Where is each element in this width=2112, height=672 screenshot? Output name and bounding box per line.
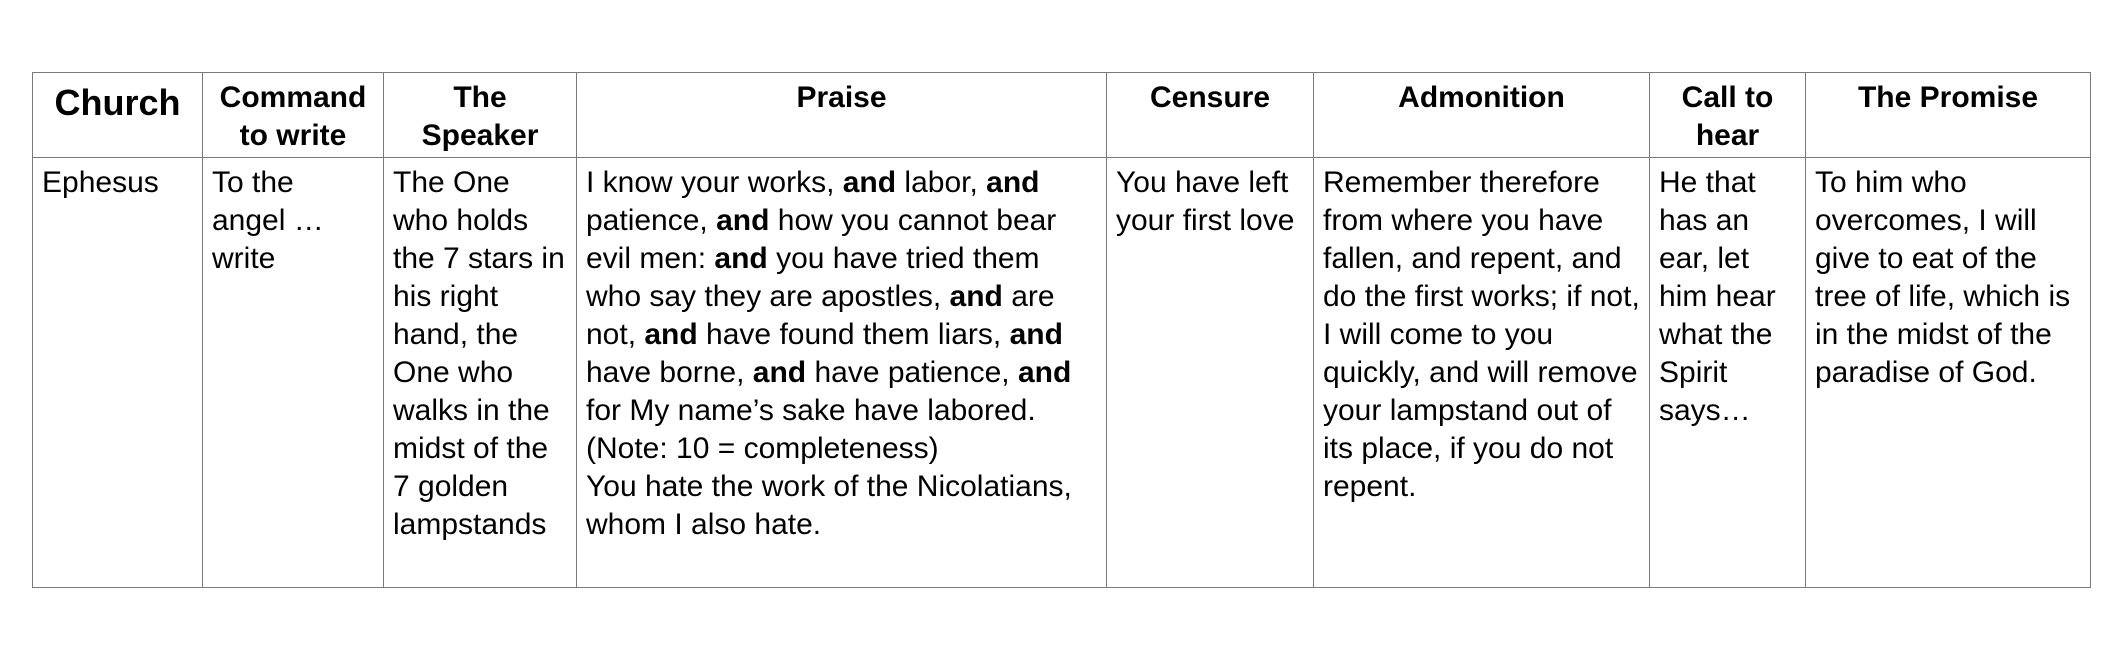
seven-churches-table — [32, 72, 2091, 588]
header-the-speaker: The Speaker — [384, 73, 577, 158]
cell-speaker: The One who holds the 7 stars in his right hand, the One who walks in the midst of the 7 golden lampstands — [384, 158, 577, 588]
cell-call-to-hear: He that has an ear, let him hear what the Spirit says… — [1650, 158, 1806, 588]
cell-command-to-write: To the angel …write — [203, 158, 384, 588]
cell-praise — [577, 158, 1107, 588]
table-row — [33, 158, 2091, 588]
praise-note: (Note: 10 = completeness) — [586, 432, 939, 465]
praise-text: I know your works, and labor, and patience, and how you cannot bear evil men: and you have tried them who say they are apostles, and are not, and have found them liars, and have borne, and have patience, and for My name’s sake have labored. — [586, 166, 1072, 427]
cell-church-name: Ephesus — [33, 158, 203, 588]
praise-hate: You hate the work of the Nicolatians, whom I also hate. — [586, 470, 1072, 541]
header-the-promise: The Promise — [1806, 73, 2091, 158]
cell-censure: You have left your first love — [1107, 158, 1314, 588]
header-censure: Censure — [1107, 73, 1314, 158]
header-call-to-hear: Call to hear — [1650, 73, 1806, 158]
header-row — [33, 73, 2091, 158]
header-command-to-write: Command to write — [203, 73, 384, 158]
cell-promise: To him who overcomes, I will give to eat of the tree of life, which is in the midst of the paradise of God. — [1806, 158, 2091, 588]
header-praise: Praise — [577, 73, 1107, 158]
header-church: Church — [33, 73, 203, 158]
header-admonition: Admonition — [1314, 73, 1650, 158]
cell-admonition: Remember therefore from where you have fallen, and repent, and do the first works; if not, I will come to you quickly, and will remove your lampstand out of its place, if you do not repent. — [1314, 158, 1650, 588]
